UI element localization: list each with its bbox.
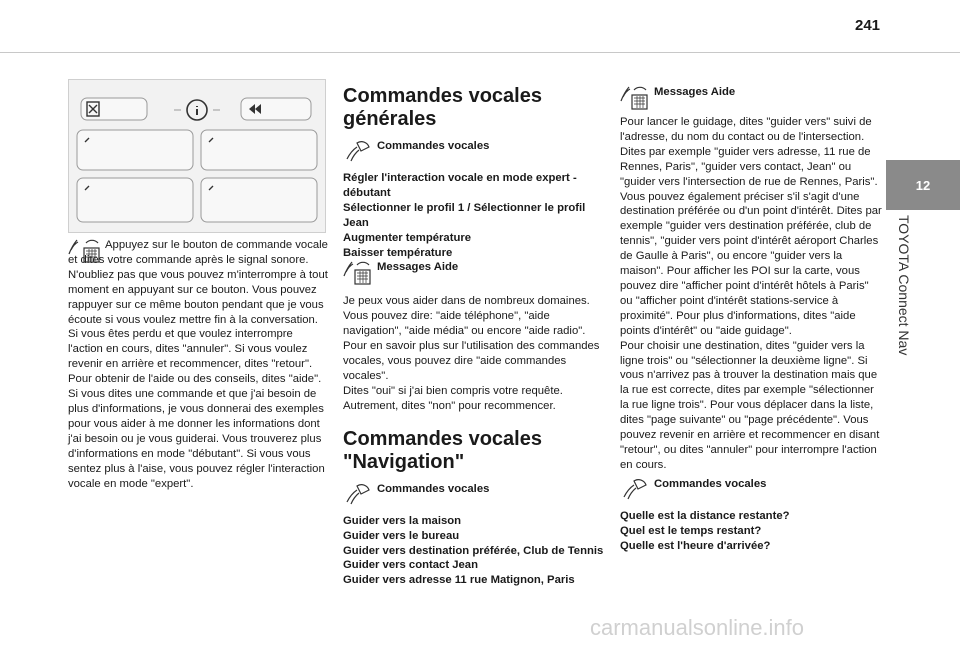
help-messages-icon [620, 85, 650, 111]
help-paragraph: Pour lancer le guidage, dites "guider vers" suivi de l'adresse, du nom du contact ou de l'intersection. Dites par exemple "guider vers adresse, 11 rue de Rennes, Paris", "guider vers contact, Jean" ou "guider vers l'intersection de rue de Rennes, Paris". Vous pouvez également préciser s'il s'agit d'une destination préférée ou d'un point d'intérêt. Dites par exemple "guider vers destination préférée, club de tennis", "guider vers point d'intérêt aéroport Charles de Gaulle à Paris", ou encore "guider vers la maison". Pour afficher les POI sur la carte, vous pouvez dire "afficher point d'intérêt hôtels à Paris" ou "afficher point d'intérêt stations-service à proximité". Pour plus d'informations, dites "aide points d'intérêt" ou "aide guidage". [620, 116, 882, 337]
command-item: Quelle est l'heure d'arrivée? [620, 539, 771, 552]
command-item: Guider vers destination préférée, Club de Tennis [343, 544, 604, 557]
voice-command-icon [343, 139, 373, 163]
help-paragraph: Je peux vous aider dans de nombreux domaines. Vous pouvez dire: "aide téléphone", "aide navigation", "aide média" ou encore "aide radio". Pour en savoir plus sur l'utilisation des commandes vocales, vous pouvez dire "aide commandes vocales". [343, 295, 600, 382]
command-item: Guider vers adresse 11 rue Matignon, Paris [343, 574, 575, 587]
voice-commands-label: Commandes vocales [654, 477, 767, 490]
command-item: Baisser température [343, 246, 453, 259]
intro-paragraph: Appuyez sur le bouton de commande vocale et dites votre commande après le signal sonore. N'oubliez pas que vous pouvez m'interrompre à tout moment en appuyant sur ce bouton. Vous pouvez rappuyer sur ce même bouton pendant que je vous écoute si vous voulez mettre fin à la conversation. Si vous êtes perdu et que voulez interrompre l'action en cours, dites "annuler". Si vous voulez revenir en arrière et recommencer, dites "retour". Pour obtenir de l'aide ou des conseils, dites "aide". Si vous dites une commande et que j'ai besoin de plus d'informations, je vous donnerai des exemples pour vous aider à me donner les informations dont j'ai besoin ou je vous guiderai. Vous trouverez plus d'informations en mode "débutant". Si vous vous sentez plus à l'aise, vous pouvez régler l'interaction vocale en mode "expert". [68, 239, 328, 490]
watermark: carmanualsonline.info [590, 615, 805, 640]
chapter-tab: 12 [886, 160, 960, 210]
voice-control-screen-icon [69, 80, 325, 232]
help-messages-icon [343, 260, 373, 286]
command-item: Augmenter température [343, 231, 472, 244]
command-item: Sélectionner le profil 1 / Sélectionner le profil Jean [343, 201, 586, 229]
command-item: Régler l'interaction vocale en mode expert - débutant [343, 172, 577, 199]
heading-general-commands: Commandes vocales générales [343, 85, 542, 130]
command-item: Quelle est la distance restante? [620, 509, 790, 522]
page-number: 241 [855, 17, 881, 34]
chapter-title: TOYOTA Connect Nav [896, 215, 912, 356]
voice-command-icon [620, 477, 650, 501]
command-item: Quel est le temps restant? [620, 524, 762, 537]
voice-commands-label: Commandes vocales [377, 482, 490, 495]
column-2 [343, 85, 605, 588]
command-item: Guider vers la maison [343, 514, 462, 527]
help-messages-label: Messages Aide [654, 86, 736, 98]
control-panel-illustration [68, 79, 326, 233]
column-1 [68, 238, 330, 491]
help-paragraph-2: Dites "oui" si j'ai bien compris votre requête. Autrement, dites "non" pour recommencer. [343, 384, 563, 412]
voice-command-icon [343, 482, 373, 506]
help-paragraph-2: Pour choisir une destination, dites "guider vers la ligne trois" ou "sélectionner la deuxième ligne". Si vous n'arrivez pas à trouver la destination mais que la rue est correcte, dites par exemple "sélectionner la rue ligne trois". Pour vous déplacer dans la liste, dites "page suivante" ou "page précédente". Vous pouvez revenir en arrière et recommencer en disant "retour", ou dites "annuler" pour interrompre l'action en cours. [620, 339, 880, 471]
heading-navigation-commands: Commandes vocales "Navigation" [343, 427, 542, 473]
header-divider [0, 52, 960, 53]
column-3 [620, 85, 882, 553]
voice-commands-label: Commandes vocales [377, 140, 490, 152]
command-item: Guider vers contact Jean [343, 559, 478, 572]
voice-command-steering-icon [68, 238, 102, 264]
help-messages-label: Messages Aide [377, 261, 459, 274]
command-item: Guider vers le bureau [343, 529, 460, 542]
